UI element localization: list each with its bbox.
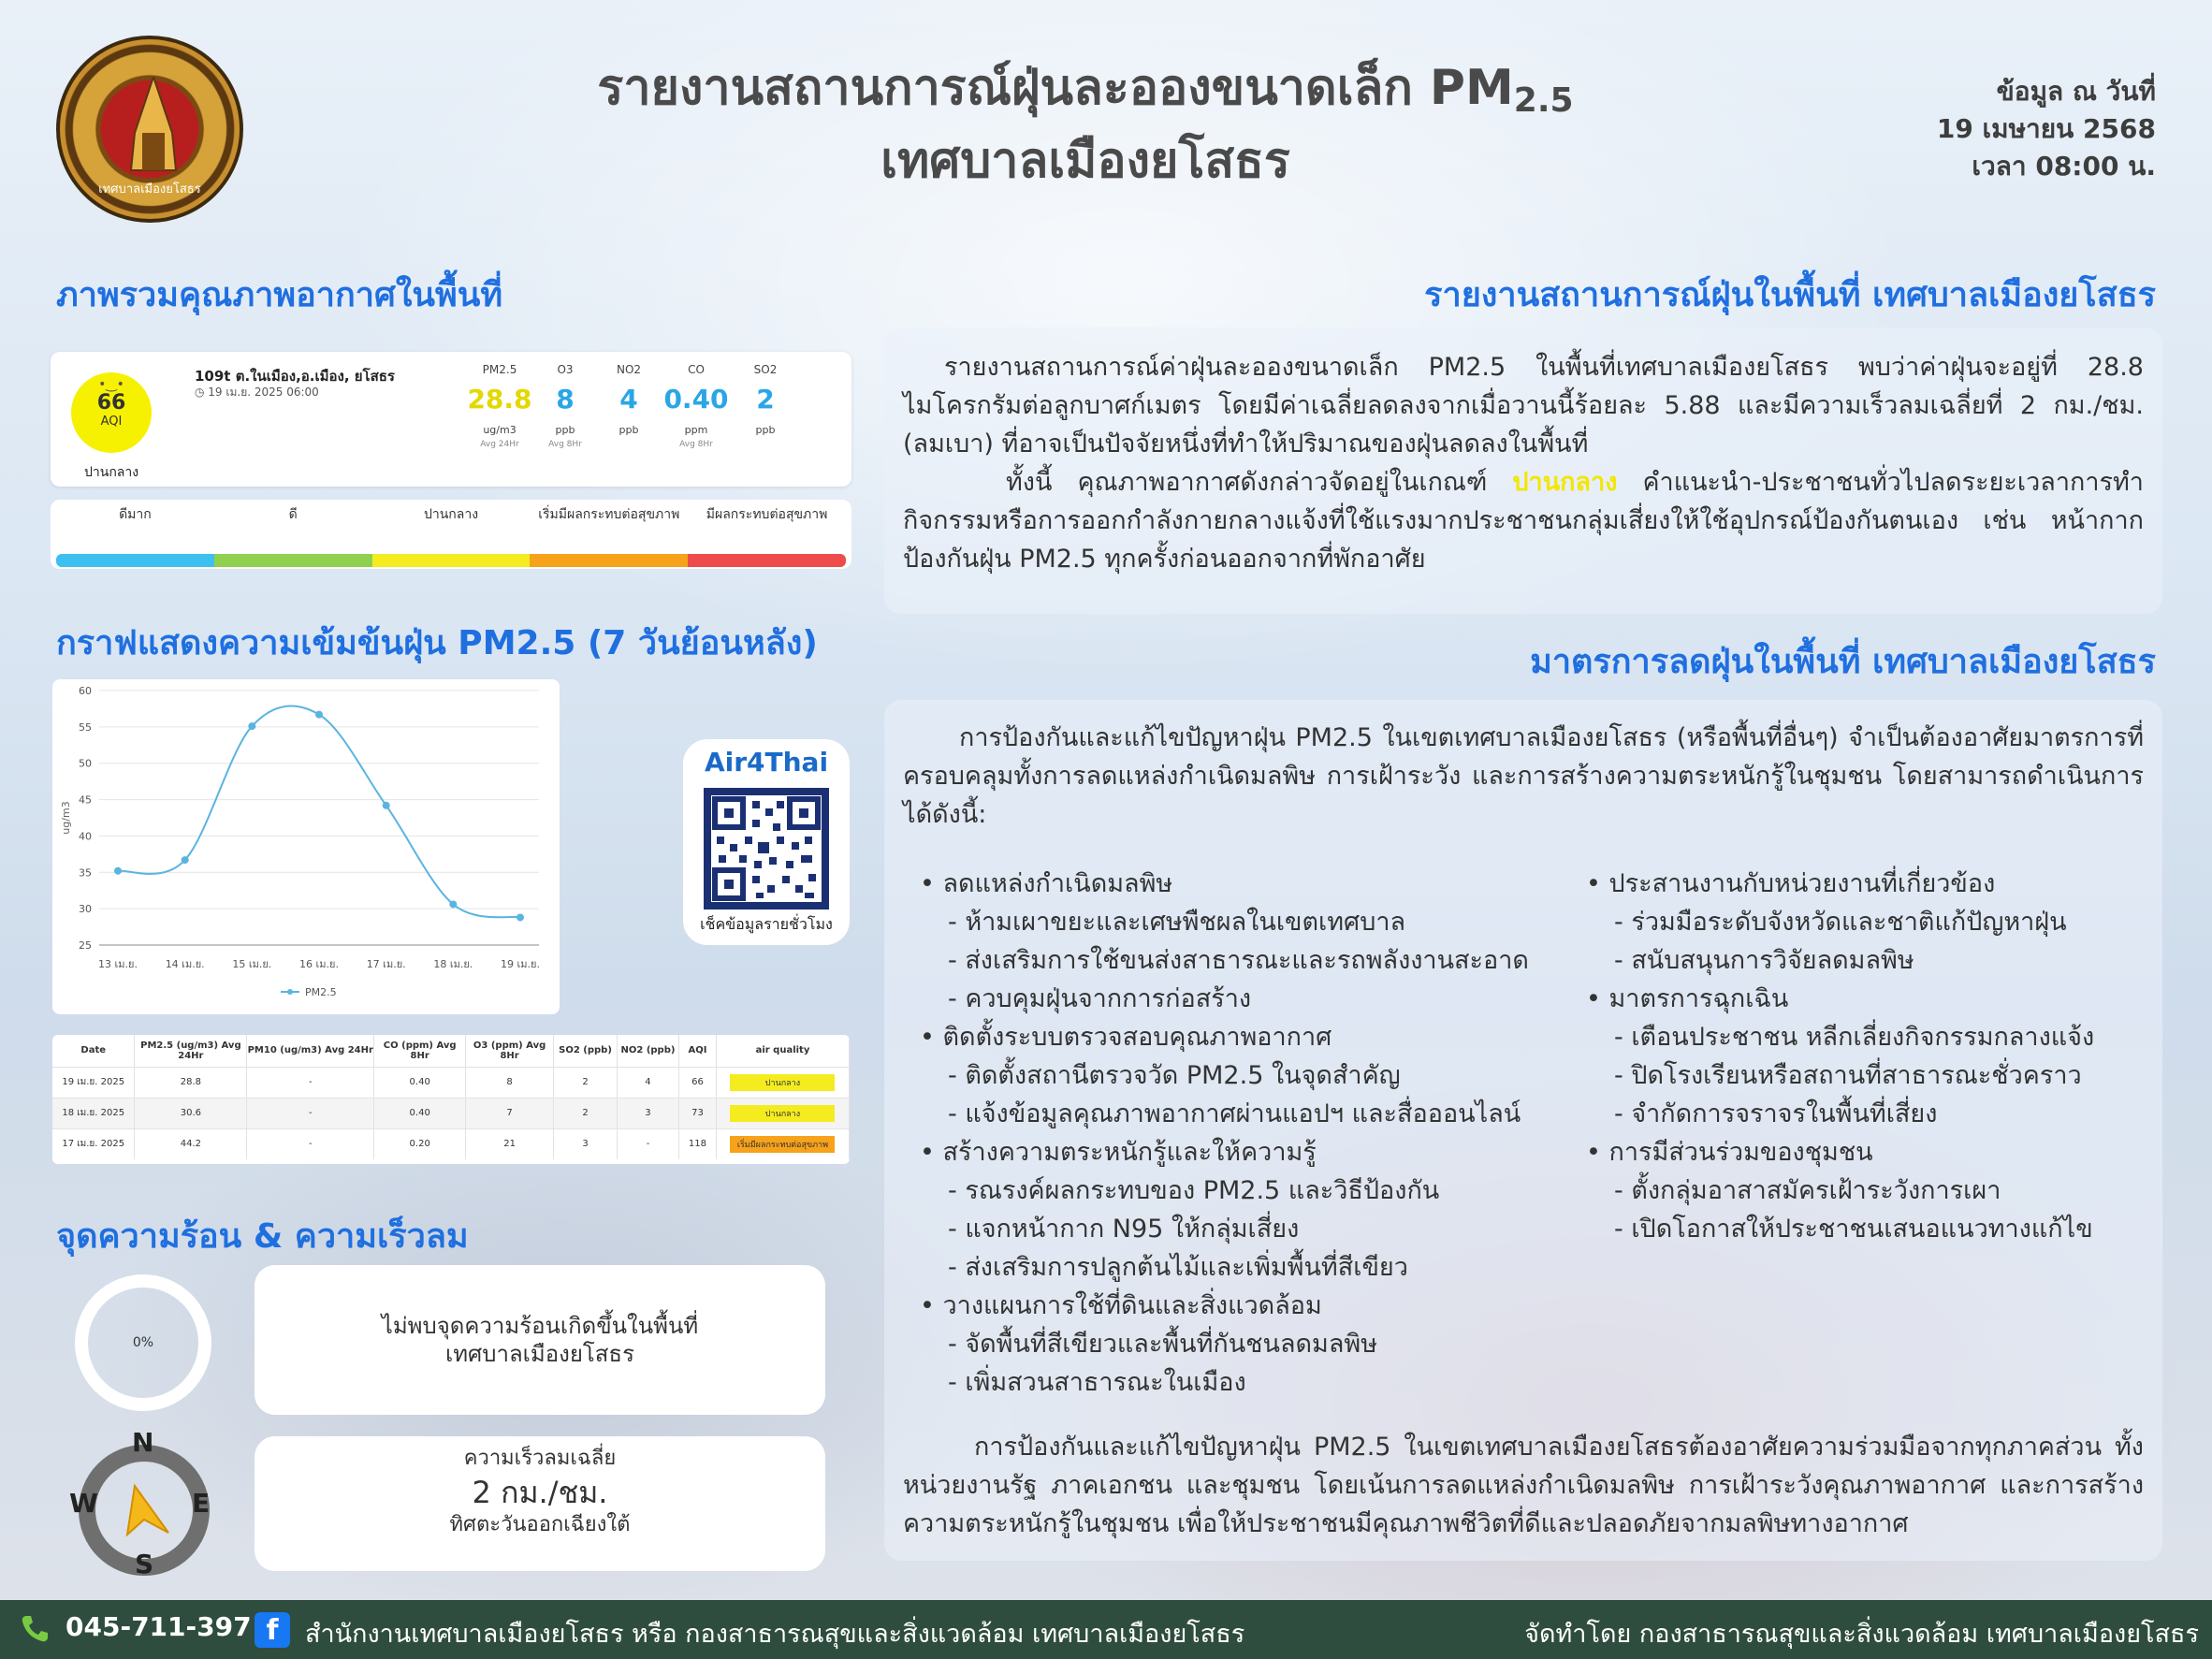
pollutant-name: CO [688, 363, 705, 376]
measure-subitem: - จัดพื้นที่สีเขียวและพื้นที่กันชนลดมลพิษ [948, 1330, 1377, 1359]
table-cell [716, 1067, 849, 1098]
footer-bar [0, 1600, 2212, 1659]
pollutant-avg: Avg 8Hr [548, 440, 582, 449]
measure-subitem: - แจ้งข้อมูลคุณภาพอากาศผ่านแอปฯ และสื่อออนไลน์ [948, 1099, 1521, 1128]
table-cell: - [247, 1128, 374, 1159]
measure-subitem: - ควบคุมฝุ่นจากการก่อสร้าง [948, 984, 1252, 1013]
wind-value: 2 กม./ชม. [472, 1475, 608, 1510]
compass-north-label: N [132, 1427, 154, 1458]
pm25-line-chart [52, 679, 560, 1014]
measures-list-right [1586, 865, 2147, 1248]
y-tick-label: 55 [79, 720, 92, 734]
table-cell: 7 [466, 1098, 554, 1128]
table-header: air quality [716, 1035, 849, 1067]
table-row [52, 1128, 850, 1159]
report-panel [884, 327, 2162, 614]
legend-marker [287, 989, 293, 995]
date-block [1937, 73, 2156, 185]
y-tick-label: 30 [79, 903, 92, 916]
wind-direction: ทิศตะวันออกเฉียงใต้ [449, 1513, 631, 1536]
aqi-scale-bar [56, 554, 846, 567]
pollutant-unit: ppm [684, 424, 708, 436]
x-tick-label: 17 เม.ย. [366, 958, 406, 970]
pollutant-value: 2 [756, 384, 775, 415]
hotspot-message-line1: ไม่พบจุดความร้อนเกิดขึ้นในพื้นที่ [381, 1313, 699, 1339]
title-line1: รายงานสถานการณ์ฝุ่นละอองขนาดเล็ก PM [597, 60, 1514, 116]
aqi-scale-card [51, 500, 851, 569]
scale-label-3: เริ่มมีผลกระทบต่อสุขภาพ [538, 507, 680, 522]
pollutant-1 [532, 363, 598, 449]
pollutant-value: 0.40 [663, 384, 729, 415]
table-header: PM2.5 (ug/m3) Avg 24Hr [135, 1035, 247, 1067]
table-header: O3 (ppm) Avg 8Hr [466, 1035, 554, 1067]
table-header: AQI [678, 1035, 716, 1067]
scale-segment-0 [56, 554, 214, 567]
table-row [52, 1098, 850, 1128]
table-cell: 28.8 [135, 1067, 247, 1098]
wind-card [255, 1436, 825, 1571]
measure-bullet: • ประสานงานกับหน่วยงานที่เกี่ยวข้อง [1586, 869, 1996, 898]
pollutant-name: O3 [557, 363, 574, 376]
measure-subitem: - ส่งเสริมการปลูกต้นไม้และเพิ่มพื้นที่สีเขียว [948, 1253, 1408, 1282]
wind-arrow-icon [116, 1482, 172, 1538]
measure-subitem: - ตั้งกลุ่มอาสาสมัครเฝ้าระวังการเผา [1614, 1176, 2001, 1205]
page-title [524, 58, 1647, 191]
table-cell: 30.6 [135, 1098, 247, 1128]
compass-west-label: W [69, 1488, 98, 1519]
compass-east-label: E [192, 1488, 211, 1519]
facebook-icon[interactable]: f [255, 1612, 290, 1648]
station-time-text: 19 เม.ย. 2025 06:00 [208, 386, 319, 399]
pollutant-unit: ppb [755, 424, 776, 436]
measure-subitem: - สนับสนุนการวิจัยลดมลพิษ [1614, 946, 1914, 975]
pollutant-avg: Avg 24Hr [480, 440, 519, 449]
aqi-value: 66 [96, 391, 126, 415]
data-point [248, 722, 255, 730]
table-cell: 0.40 [374, 1067, 466, 1098]
measure-bullet: • ติดตั้งระบบตรวจสอบคุณภาพอากาศ [920, 1023, 1332, 1052]
pollutant-name: NO2 [616, 363, 642, 376]
air4thai-qr-card[interactable] [683, 739, 850, 945]
air-quality-tag: เริ่มมีผลกระทบต่อสุขภาพ [730, 1136, 835, 1153]
measure-subitem: - ร่วมมือระดับจังหวัดและชาติแก้ปัญหาฝุ่น [1614, 908, 2067, 937]
qr-caption: เช็คข้อมูลรายชั่วโมง [700, 915, 833, 933]
pollutant-unit: ppb [555, 424, 575, 436]
pollutant-avg: Avg 8Hr [679, 440, 713, 449]
scale-segment-1 [214, 554, 372, 567]
aqi-status: ปานกลาง [84, 465, 139, 480]
table-cell: 118 [678, 1128, 716, 1159]
report-para2-a: ทั้งนี้ คุณภาพอากาศดังกล่าวจัดอยู่ในเกณฑ์ [1006, 468, 1488, 497]
pollutant-0 [467, 363, 532, 449]
table-cell: - [247, 1098, 374, 1128]
measures-list-left [920, 865, 1575, 1402]
table-row [52, 1067, 850, 1098]
table-cell: 0.40 [374, 1098, 466, 1128]
logo-text: เทศบาลเมืองยโสธร [98, 182, 201, 196]
data-point [383, 802, 390, 809]
table-cell: 2 [554, 1067, 618, 1098]
title-line2: เทศบาลเมืองยโสธร [880, 133, 1290, 189]
y-tick-label: 25 [79, 939, 92, 952]
aqi-face-icon: •‿• [98, 377, 124, 392]
measure-subitem: - เปิดโอกาสให้ประชาชนเสนอแนวทางแก้ไข [1614, 1215, 2093, 1244]
table-cell: 3 [618, 1098, 679, 1128]
measure-subitem: - ส่งเสริมการใช้ขนส่งสาธารณะและรถพลังงานสะอาด [948, 946, 1529, 975]
measure-subitem: - เพิ่มสวนสาธารณะในเมือง [948, 1368, 1246, 1397]
wind-label: ความเร็วลมเฉลี่ย [463, 1447, 617, 1470]
aqi-label: AQI [100, 415, 123, 429]
y-tick-label: 45 [79, 793, 92, 807]
air4thai-logo: Air4Thai [704, 747, 829, 778]
aqi-badge [71, 372, 152, 453]
table-header: CO (ppm) Avg 8Hr [374, 1035, 466, 1067]
report-heading: รายงานสถานการณ์ฝุ่นในพื้นที่ เทศบาลเมืองยโสธร [1424, 276, 2156, 314]
measure-bullet: • มาตรการฉุกเฉิน [1586, 984, 1789, 1013]
x-tick-label: 15 เม.ย. [232, 958, 272, 970]
air-quality-tag: ปานกลาง [730, 1105, 835, 1122]
scale-segment-3 [530, 554, 688, 567]
data-point [182, 856, 189, 864]
pollutant-name: PM2.5 [482, 363, 517, 376]
table-header: SO2 (ppb) [554, 1035, 618, 1067]
hotspot-card [255, 1265, 825, 1415]
data-point [114, 867, 122, 875]
scale-label-0: ดีมาก [119, 507, 152, 522]
station-time [195, 384, 319, 401]
station-location: 109t ต.ในเมือง,อ.เมือง, ยโสธร [195, 368, 395, 385]
measure-subitem: - แจกหน้ากาก N95 ให้กลุ่มเสี่ยง [948, 1215, 1300, 1244]
series-line-pm25 [118, 706, 520, 917]
measure-bullet: • สร้างความตระหนักรู้และให้ความรู้ [920, 1138, 1317, 1167]
table-cell [716, 1128, 849, 1159]
measure-subitem: - ห้ามเผาขยะและเศษพืชผลในเขตเทศบาล [948, 908, 1406, 937]
table-cell: 4 [618, 1067, 679, 1098]
footer-credit: จัดทำโดย กองสาธารณสุขและสิ่งแวดล้อม เทศบาลเมืองยโสธร [1524, 1620, 2199, 1649]
table-cell: 0.20 [374, 1128, 466, 1159]
y-tick-label: 35 [79, 866, 92, 880]
x-tick-label: 13 เม.ย. [98, 958, 138, 970]
chart-svg [52, 679, 560, 1014]
heat-wind-heading: จุดความร้อน & ความเร็วลม [56, 1217, 469, 1256]
qr-code-icon[interactable] [704, 788, 829, 910]
table-header: NO2 (ppb) [618, 1035, 679, 1067]
table-header: PM10 (ug/m3) Avg 24Hr [247, 1035, 374, 1067]
scale-segment-4 [688, 554, 846, 567]
y-tick-label: 60 [79, 685, 92, 697]
table-cell: 8 [466, 1067, 554, 1098]
measure-bullet: • ลดแหล่งกำเนิดมลพิษ [920, 869, 1173, 898]
x-tick-label: 14 เม.ย. [165, 958, 205, 970]
measures-heading: มาตรการลดฝุ่นในพื้นที่ เทศบาลเมืองยโสธร [1530, 643, 2156, 681]
y-axis-label: ug/m3 [60, 801, 72, 835]
time-value: เวลา 08:00 น. [1972, 151, 2156, 182]
graph-heading: กราฟแสดงความเข้มข้นฝุ่น PM2.5 (7 วันย้อนหลัง) [56, 624, 818, 662]
phone-icon [19, 1613, 51, 1645]
x-tick-label: 19 เม.ย. [501, 958, 540, 970]
footer-facebook-text[interactable]: สำนักงานเทศบาลเมืองยโสธร หรือ กองสาธารณสุขและสิ่งแวดล้อม เทศบาลเมืองยโสธร [305, 1620, 1245, 1649]
hotspot-message-line2: เทศบาลเมืองยโสธร [445, 1341, 634, 1367]
temple-emblem-icon [118, 77, 189, 180]
measures-intro: การป้องกันและแก้ไขปัญหาฝุ่น PM2.5 ในเขตเทศบาลเมืองยโสธร (หรือพื้นที่อื่นๆ) จำเป็นต้องอาศัยมาตรการที่ครอบคลุมทั้งการลดแหล่งกำเนิดมลพิษ การเฝ้าระวัง และการสร้างความตระหนักรู้ในชุมชน โดยสามารถดำเนินการได้ดังนี้: [903, 723, 2144, 829]
pollutant-value: 28.8 [467, 384, 532, 415]
y-tick-label: 40 [79, 830, 92, 843]
report-quality-highlight: ปานกลาง [1512, 468, 1618, 497]
pollutant-value: 8 [556, 384, 575, 415]
x-tick-label: 16 เม.ย. [299, 958, 339, 970]
legend-label: PM2.5 [305, 986, 337, 998]
data-point [517, 913, 524, 921]
table-cell: 21 [466, 1128, 554, 1159]
air-quality-tag: ปานกลาง [730, 1074, 835, 1091]
hotspot-ring: 0% [75, 1274, 211, 1411]
municipality-logo [56, 36, 243, 223]
table-cell: 17 เม.ย. 2025 [52, 1128, 135, 1159]
pollutant-value: 4 [619, 384, 638, 415]
measures-closing: การป้องกันและแก้ไขปัญหาฝุ่น PM2.5 ในเขตเทศบาลเมืองยโสธรต้องอาศัยความร่วมมือจากทุกภาคส่วน ทั้งหน่วยงานรัฐ ภาคเอกชน และชุมชน โดยเน้นการลดแหล่งกำเนิดมลพิษ การเฝ้าระวังคุณภาพอากาศ และการสร้างความตระหนักรู้ในชุมชน เพื่อให้ประชาชนมีคุณภาพชีวิตที่ดีและปลอดภัยจากมลพิษทางอากาศ [903, 1433, 2144, 1538]
table-cell: 3 [554, 1128, 618, 1159]
air-quality-table [52, 1035, 850, 1164]
pollutant-unit: ug/m3 [483, 424, 517, 436]
table-cell: 19 เม.ย. 2025 [52, 1067, 135, 1098]
table-cell: - [247, 1067, 374, 1098]
report-para2-b: คำแนะนำ-ประชาชนทั่วไปลดระยะเวลาการทำกิจกรรมหรือการออกกำลังกายกลางแจ้งที่ใช้แรงมากประชาชนกลุ่มเสี่ยงให้ใช้อุปกรณ์ป้องกันตนเอง เช่น หน้ากากป้องกันฝุ่น PM2.5 ทุกครั้งก่อนออกจากที่พักอาศัย [903, 468, 2144, 574]
compass-south-label: S [135, 1549, 154, 1579]
overview-heading: ภาพรวมคุณภาพอากาศในพื้นที่ [56, 276, 503, 314]
clock-icon: ◷ [195, 386, 209, 399]
scale-label-2: ปานกลาง [423, 507, 479, 522]
date-label: ข้อมูล ณ วันที่ [1996, 76, 2156, 107]
scale-label-1: ดี [288, 507, 298, 522]
scale-segment-2 [372, 554, 531, 567]
report-paragraph-2 [903, 463, 2144, 578]
measure-subitem: - ติดตั้งสถานีตรวจวัด PM2.5 ในจุดสำคัญ [948, 1061, 1401, 1090]
data-point [449, 900, 457, 908]
scale-label-4: มีผลกระทบต่อสุขภาพ [706, 507, 828, 522]
pollutant-name: SO2 [753, 363, 778, 376]
x-tick-label: 18 เม.ย. [433, 958, 473, 970]
table-cell: - [618, 1128, 679, 1159]
measure-bullet: • การมีส่วนร่วมของชุมชน [1586, 1138, 1873, 1167]
measure-bullet: • วางแผนการใช้ที่ดินและสิ่งแวดล้อม [920, 1291, 1322, 1320]
table-header: Date [52, 1035, 135, 1067]
pollutant-unit: ppb [618, 424, 639, 436]
table-cell [716, 1098, 849, 1128]
pollutant-4 [733, 363, 798, 440]
table-cell: 44.2 [135, 1128, 247, 1159]
table-cell: 18 เม.ย. 2025 [52, 1098, 135, 1128]
measure-subitem: - จำกัดการจราจรในพื้นที่เสี่ยง [1614, 1099, 1938, 1128]
measures-panel [884, 700, 2162, 1561]
report-paragraph-1: รายงานสถานการณ์ค่าฝุ่นละอองขนาดเล็ก PM2.5 ในพื้นที่เทศบาลเมืองยโสธร พบว่าค่าฝุ่นจะอยู่ที่ 28.8 ไมโครกรัมต่อลูกบาศก์เมตร โดยมีค่าเฉลี่ยลดลงจากเมื่อวานนี้ร้อยละ 5.88 และมีความเร็วลมเฉลี่ยที่ 2 กม./ชม. (ลมเบา) ที่อาจเป็นปัจจัยหนึ่งที่ทำให้ปริมาณของฝุ่นลดลงในพื้นที่ [903, 353, 2144, 458]
measure-subitem: - เตือนประชาชน หลีกเลี่ยงกิจกรรมกลางแจ้ง [1614, 1023, 2095, 1052]
pollutant-3 [663, 363, 729, 449]
footer-phone[interactable]: 045-711-397 [65, 1611, 252, 1642]
measure-subitem: - ปิดโรงเรียนหรือสถานที่สาธารณะชั่วคราว [1614, 1061, 2082, 1090]
measure-subitem: - รณรงค์ผลกระทบของ PM2.5 และวิธีป้องกัน [948, 1176, 1440, 1205]
y-tick-label: 50 [79, 757, 92, 770]
table-cell: 66 [678, 1067, 716, 1098]
aqi-card [51, 352, 851, 487]
table-cell: 2 [554, 1098, 618, 1128]
title-subscript: 2.5 [1513, 81, 1574, 120]
date-value: 19 เมษายน 2568 [1936, 113, 2156, 144]
data-point [315, 711, 323, 719]
pollutant-2 [596, 363, 662, 440]
table-cell: 73 [678, 1098, 716, 1128]
